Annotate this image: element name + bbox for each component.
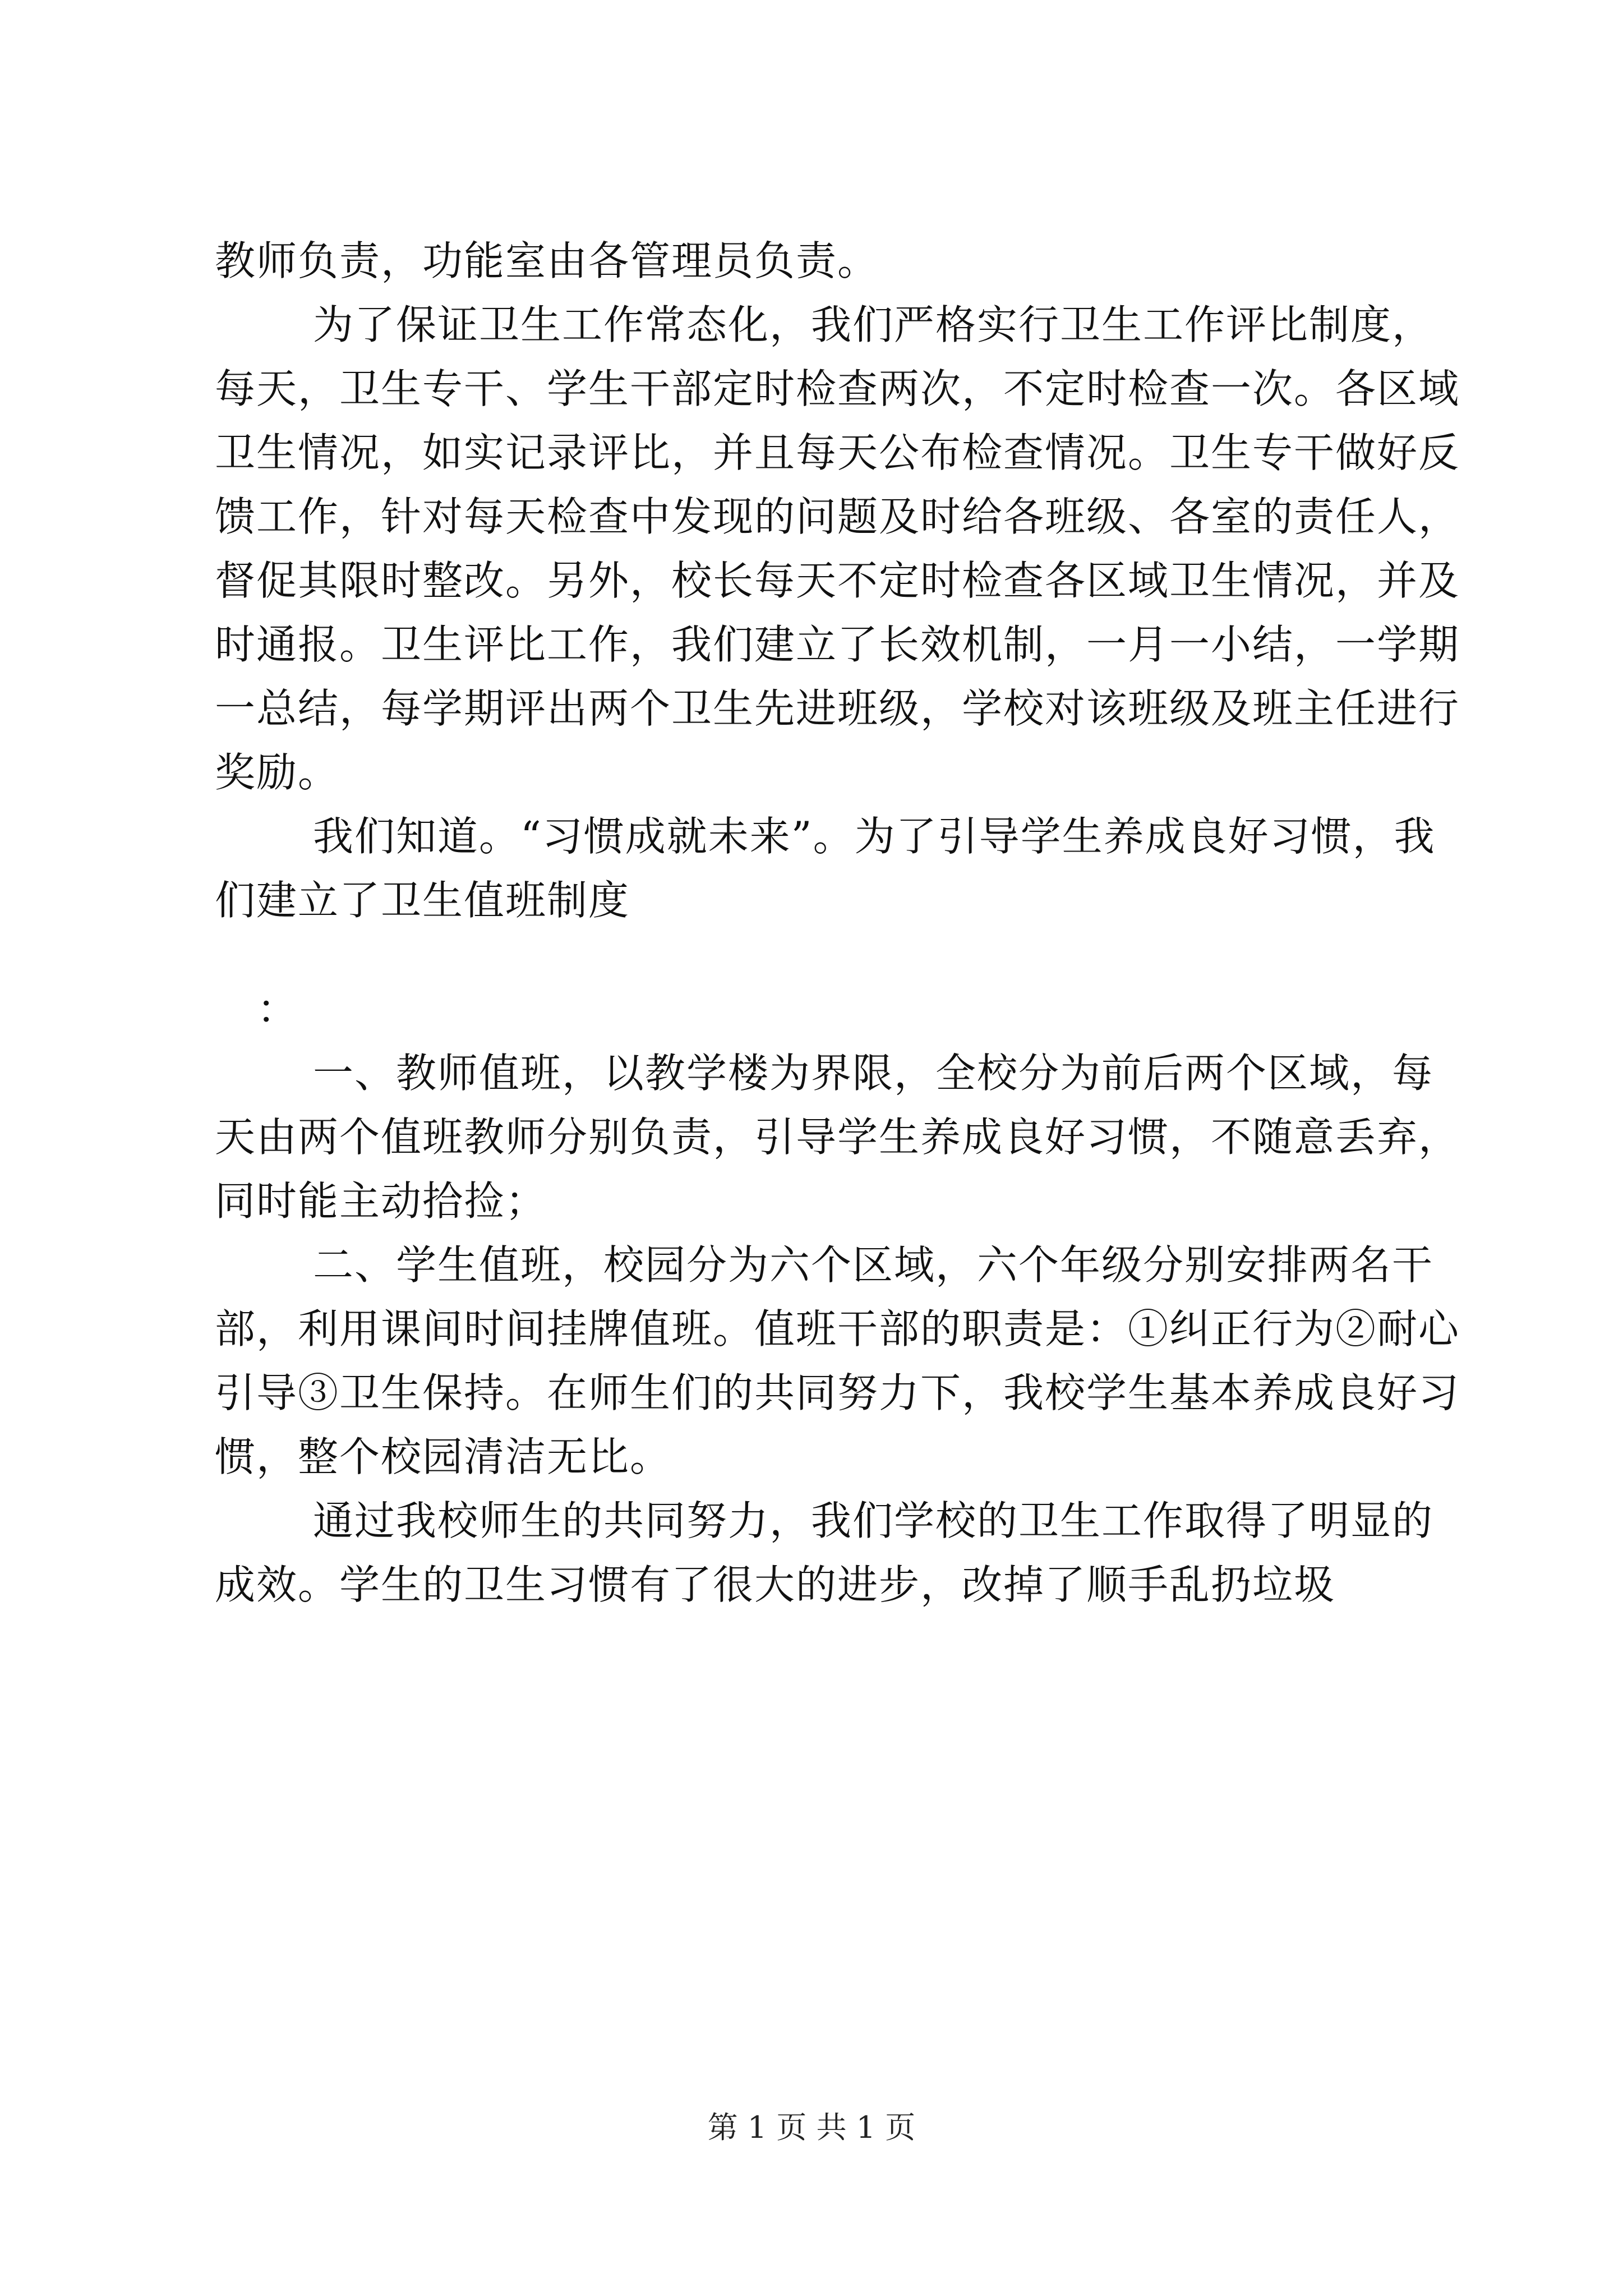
document-body bbox=[215, 229, 1465, 1617]
paragraph-student-duty: 二、学生值班，校园分为六个区域，六个年级分别安排两名干部，利用课间时间挂牌值班。值班干部的职责是：①纠正行为②耐心引导③卫生保持。在师生们的共同努力下，我校学生基本养成良好习惯，整个校园清洁无比。 bbox=[215, 1241, 1460, 1480]
paragraph-results: 通过我校师生的共同努力，我们学校的卫生工作取得了明显的成效。学生的卫生习惯有了很大的进步，改掉了顺手乱扔垃圾 bbox=[215, 1497, 1434, 1608]
paragraph-continuation: 教师负责，功能室由各管理员负责。 bbox=[215, 237, 879, 284]
page-number-footer: 第 1 页 共 1 页 bbox=[707, 2110, 916, 2145]
paragraph-teacher-duty: 一、教师值班，以教学楼为界限，全校分为前后两个区域，每天由两个值班教师分别负责，引导学生养成良好习惯，不随意丢弃，同时能主动拾捡； bbox=[215, 1050, 1460, 1225]
paragraph-duty-system: 我们知道。“习惯成就未来”。为了引导学生养成良好习惯，我们建立了卫生值班制度 bbox=[215, 813, 1436, 924]
paragraph-inspection: 为了保证卫生工作常态化，我们严格实行卫生工作评比制度，每天，卫生专干、学生干部定时检查两次，不定时检查一次。各区域卫生情况，如实记录评比，并且每天公布检查情况。卫生专干做好反馈工作，针对每天检查中发现的问题及时给各班级、各室的责任人，督促其限时整改。另外，校长每天不定时检查各区域卫生情况，并及时通报。卫生评比工作，我们建立了长效机制，一月一小结，一学期一总结，每学期评出两个卫生先进班级，学校对该班级及班主任进行奖励。 bbox=[215, 301, 1460, 796]
colon-line: ： bbox=[257, 986, 299, 1033]
